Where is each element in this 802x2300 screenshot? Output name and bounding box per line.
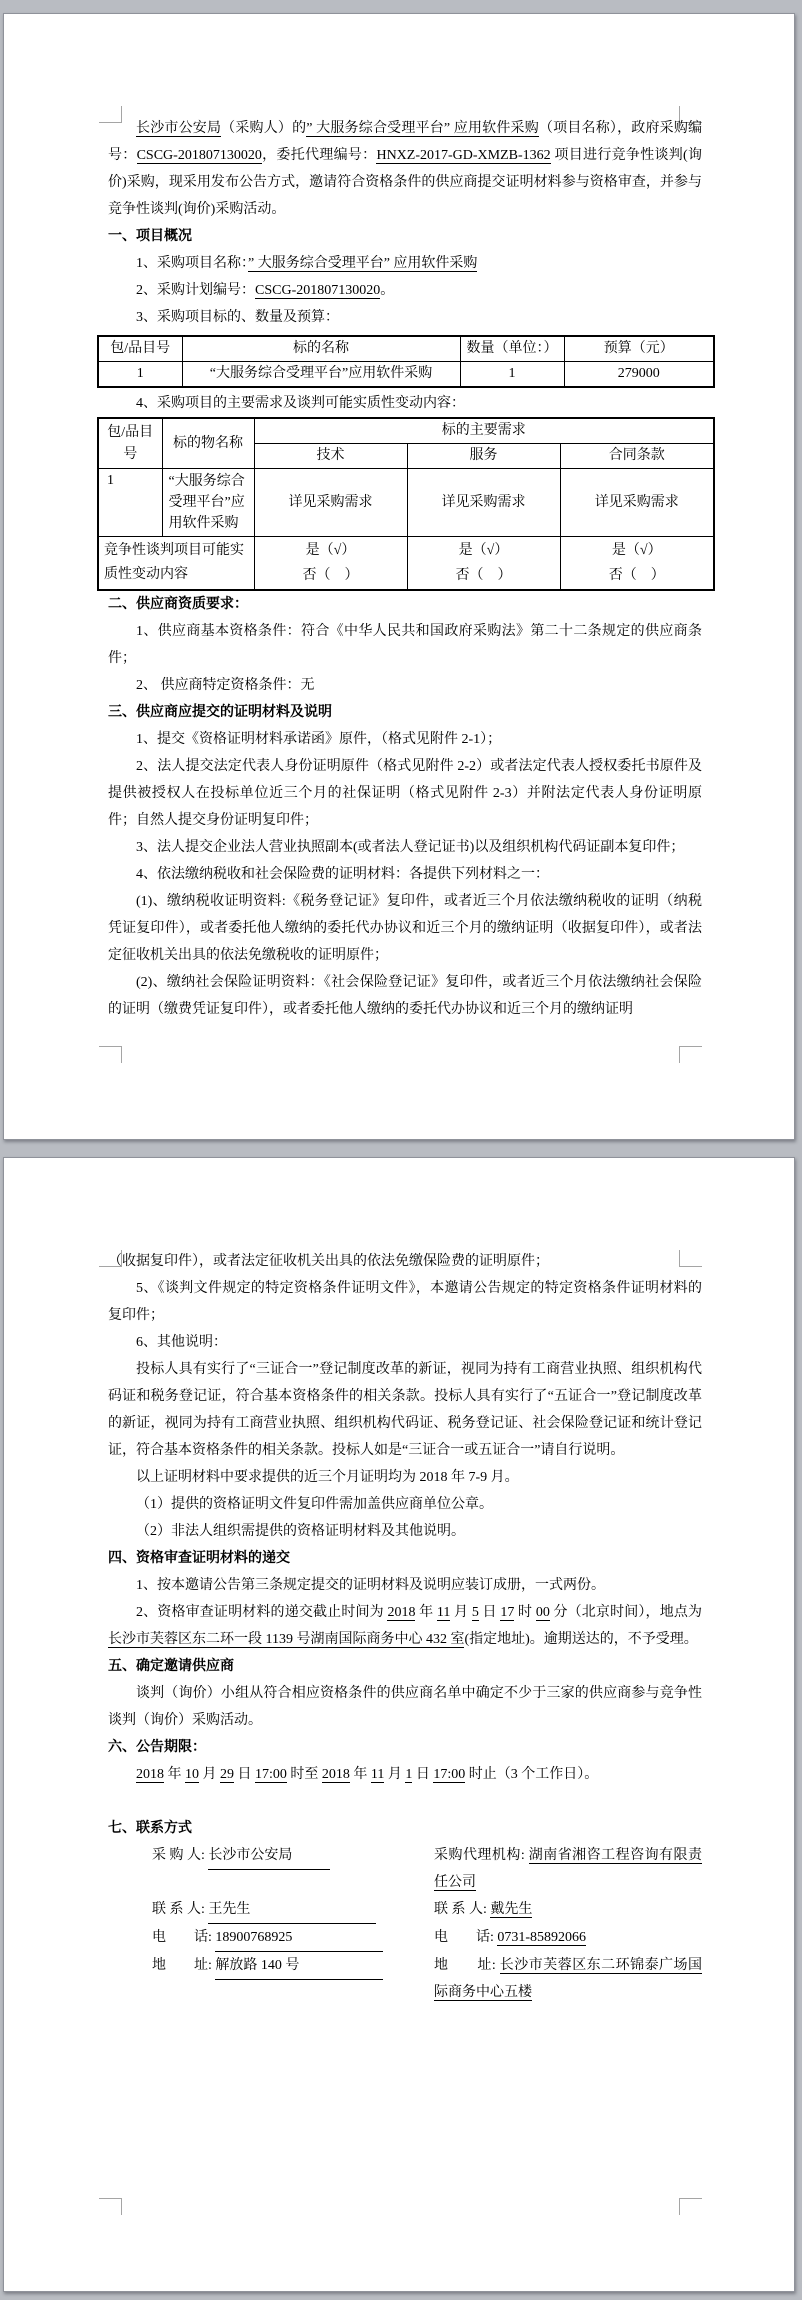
section2-heading: 二、供应商资质要求： bbox=[108, 597, 248, 612]
budget-table-header-row bbox=[98, 336, 714, 362]
section1-item3: 3、采购项目标的、数量及预算： bbox=[136, 310, 339, 325]
section4-item2 bbox=[108, 1599, 702, 1653]
plain-text: 月 bbox=[384, 1767, 406, 1782]
agency-addr-field bbox=[434, 1952, 702, 2006]
plain-text: 月 bbox=[450, 1605, 472, 1620]
buyer-addr-value: 解放路 140 号 bbox=[215, 1952, 383, 1980]
section3-item2: 2、法人提交法定代表人身份证明原件（格式见附件 2-2）或者法定代表人授权委托书原件及提供被授权人在投标单位近三个月的社保证明（格式见附件 2-3）并附法定代表人身份证明原件；自然人提交身份证明复印件； bbox=[108, 759, 702, 828]
buyer-phone-field bbox=[152, 1924, 434, 1952]
agency-contact-label: 联 系 人: bbox=[434, 1902, 487, 1917]
section4-item1: 1、按本邀请公告第三条规定提交的证明材料及说明应装订成册，一式两份。 bbox=[136, 1578, 605, 1593]
variation-service-no: 否（ ） bbox=[455, 568, 512, 583]
agency-phone-value: 0731-85892066 bbox=[497, 1930, 587, 1945]
underlined-text: 2018 bbox=[136, 1767, 164, 1782]
underlined-text: 17:00 bbox=[433, 1767, 466, 1782]
section3-heading: 三、供应商应提交的证明材料及说明 bbox=[108, 705, 332, 720]
budget-header-budget: 预算（元） bbox=[564, 336, 714, 362]
section3-item4-sub1: (1)、缴纳税收证明资料:《税务登记证》复印件，或者近三个月依法缴纳税收的证明（纳税凭证复印件），或者委托他人缴纳的委托代办协议和近三个月的缴纳证明（收据复印件），或者法定征收机关出具的依法免缴税收的证明原件； bbox=[108, 894, 702, 963]
variation-contract-no: 否（ ） bbox=[608, 568, 665, 583]
req-cell-contract: 详见采购需求 bbox=[560, 469, 714, 537]
plain-text: 日 bbox=[412, 1767, 434, 1782]
buyer-contact-field bbox=[152, 1896, 434, 1924]
section4-heading: 四、资格审查证明材料的递交 bbox=[108, 1551, 290, 1566]
buyer-phone-label: 电 话: bbox=[152, 1930, 212, 1945]
buyer-addr-field bbox=[152, 1952, 434, 1980]
section1-item2 bbox=[108, 277, 702, 304]
plain-text: 分（北京时间），地点为 bbox=[549, 1605, 703, 1620]
section3-item1: 1、提交《资格证明材料承诺函》原件，（格式见附件 2-1）； bbox=[136, 732, 502, 747]
requirements-header-row-1 bbox=[98, 418, 714, 444]
budget-header-package: 包/品目号 bbox=[98, 336, 182, 362]
section1-item1 bbox=[108, 250, 702, 277]
variation-label: 竞争性谈判项目可能实质性变动内容 bbox=[98, 537, 254, 591]
agency-value: 湖南省湘咨工程咨询有限责任公司 bbox=[434, 1848, 703, 1890]
agency-label: 采购代理机构: bbox=[434, 1848, 525, 1863]
buyer-label: 采 购 人: bbox=[152, 1848, 205, 1863]
underlined-text: 5 bbox=[471, 1605, 479, 1620]
underlined-text: 2018 bbox=[387, 1605, 416, 1620]
req-header-tech: 技术 bbox=[254, 444, 407, 469]
plain-text: 2、采购计划编号： bbox=[136, 283, 255, 298]
budget-cell-subject: “大服务综合受理平台”应用软件采购 bbox=[182, 362, 460, 388]
agency-contact-field bbox=[434, 1896, 702, 1923]
budget-header-subject: 标的名称 bbox=[182, 336, 460, 362]
requirements-table bbox=[97, 417, 715, 591]
plain-text: 时至 bbox=[286, 1767, 322, 1782]
underlined-text: 00 bbox=[535, 1605, 550, 1620]
contact-row-addresses bbox=[108, 1952, 702, 2006]
section2-item1: 1、供应商基本资格条件：符合《中华人民共和国政府采购法》第二十二条规定的供应商条件； bbox=[108, 624, 702, 666]
agency-phone-field bbox=[434, 1924, 702, 1951]
plain-text: 年 bbox=[164, 1767, 185, 1782]
section3-item4-sub2: (2)、缴纳社会保险证明资料：《社会保险登记证》复印件，或者近三个月依法缴纳社会保险的证明（缴费凭证复印件），或者委托他人缴纳的委托代办协议和近三个月的缴纳证明 bbox=[108, 975, 702, 1017]
section3-item6-n2: （2）非法人组织需提供的资格证明材料及其他说明。 bbox=[136, 1524, 465, 1539]
req-header-contract: 合同条款 bbox=[560, 444, 714, 469]
plain-text: 1、采购项目名称： bbox=[136, 256, 248, 271]
underlined-text: 11 bbox=[436, 1605, 451, 1620]
buyer-field bbox=[152, 1842, 434, 1870]
plain-text: 项目进行竞争性谈判(询价)采购，现采用发布公告方式，邀请符合资格条件的供应商提交证明材料参与资格审查，并参与竞争性谈判(询价)采购活动。 bbox=[108, 148, 703, 217]
budget-cell-budget: 279000 bbox=[564, 362, 714, 388]
agency-contact-value: 戴先生 bbox=[490, 1902, 533, 1917]
req-cell-subject: “大服务综合受理平台”应用软件采购 bbox=[162, 469, 254, 537]
budget-table-data-row bbox=[98, 362, 714, 388]
underlined-text: 29 bbox=[220, 1767, 234, 1782]
req-header-subject: 标的物名称 bbox=[162, 418, 254, 469]
crop-mark-bottom-left bbox=[99, 1046, 122, 1063]
intro-paragraph bbox=[108, 115, 702, 223]
plain-text: 年 bbox=[415, 1605, 437, 1620]
agency-addr-value: 长沙市芙蓉区东二环锦泰广场国际商务中心五楼 bbox=[434, 1958, 703, 2000]
underlined-text: ” 大服务综合受理平台” 应用软件采购 bbox=[306, 121, 539, 136]
req-cell-service: 详见采购需求 bbox=[407, 469, 560, 537]
crop-mark-bottom-right bbox=[679, 1046, 702, 1063]
underlined-text: CSCG-201807130020 bbox=[136, 148, 262, 163]
agency-field bbox=[434, 1842, 702, 1896]
crop-mark-bottom-right bbox=[679, 2198, 702, 2215]
underlined-text: 10 bbox=[185, 1767, 199, 1782]
underlined-text: HNXZ-2017-GD-XMZB-1362 bbox=[376, 148, 551, 163]
agency-addr-label: 地 址: bbox=[434, 1958, 496, 1973]
section7-heading: 七、联系方式 bbox=[108, 1821, 192, 1836]
variation-tech bbox=[254, 537, 407, 591]
buyer-addr-label: 地 址: bbox=[152, 1958, 212, 1973]
variation-contract bbox=[560, 537, 714, 591]
underlined-text: 2018 bbox=[321, 1767, 350, 1782]
plain-text: 2、资格审查证明材料的递交截止时间为 bbox=[136, 1605, 388, 1620]
plain-text: （项目名称），政府采购编号： bbox=[108, 121, 703, 163]
section3-item6-body: 投标人具有实行了“三证合一”登记制度改革的新证，视同为持有工商营业执照、组织机构代码证和税务登记证，符合基本资格条件的相关条款。投标人具有实行了“五证合一”登记制度改革的新证，视同为持有工商营业执照、组织机构代码证、税务登记证、社会保险登记证和统计登记证，符合基本资格条件的相关条款。投标人如是“三证合一或五证合一”请自行说明。 bbox=[108, 1362, 702, 1458]
requirements-variation-row bbox=[98, 537, 714, 591]
section3-item5: 5、《谈判文件规定的特定资格条件证明文件》，本邀请公告规定的特定资格条件证明材料的复印件； bbox=[108, 1281, 702, 1323]
section2-item2: 2、 供应商特定资格条件：无 bbox=[136, 678, 315, 693]
underlined-text: ” 大服务综合受理平台” 应用软件采购 bbox=[248, 256, 478, 271]
plain-text: 年 bbox=[349, 1767, 371, 1782]
underlined-text: 17 bbox=[500, 1605, 515, 1620]
section1-heading: 一、项目概况 bbox=[108, 229, 192, 244]
buyer-phone-value: 18900768925 bbox=[215, 1924, 383, 1952]
section3-item6: 6、其他说明： bbox=[136, 1335, 227, 1350]
section3-item6-n1: （1）提供的资格证明文件复印件需加盖供应商单位公章。 bbox=[136, 1497, 493, 1512]
req-cell-tech: 详见采购需求 bbox=[254, 469, 407, 537]
plain-text: 月 bbox=[199, 1767, 220, 1782]
underlined-text: 长沙市芙蓉区东二环一段 1139 号湖南国际商务中心 432 室 bbox=[108, 1632, 465, 1647]
page-1-content bbox=[104, 115, 703, 1023]
contact-row-entities bbox=[108, 1842, 702, 1896]
crop-mark-bottom-left bbox=[99, 2198, 122, 2215]
section3-item4: 4、依法缴纳税收和社会保险费的证明材料：各提供下列材料之一： bbox=[136, 867, 549, 882]
contact-row-persons bbox=[108, 1896, 702, 1924]
plain-text: 时止（3 个工作日）。 bbox=[465, 1767, 599, 1782]
variation-service-yes: 是（√） bbox=[458, 543, 509, 558]
section5-body: 谈判（询价）小组从符合相应资格条件的供应商名单中确定不少于三家的供应商参与竞争性谈判（询价）采购活动。 bbox=[108, 1686, 702, 1728]
buyer-contact-value: 王先生 bbox=[208, 1896, 376, 1924]
plain-text: (指定地址)。逾期送达的，不予受理。 bbox=[464, 1632, 698, 1647]
underlined-text: 17:00 bbox=[255, 1767, 287, 1782]
req-header-service: 服务 bbox=[407, 444, 560, 469]
req-cell-package: 1 bbox=[98, 469, 162, 537]
underlined-text: 11 bbox=[370, 1767, 385, 1782]
variation-tech-no: 否（ ） bbox=[302, 568, 359, 583]
plain-text: ，委托代理编号： bbox=[261, 148, 377, 163]
continued-line: （收据复印件），或者法定征收机关出具的依法免缴保险费的证明原件； bbox=[108, 1254, 549, 1269]
underlined-text: CSCG-201807130020 bbox=[255, 283, 381, 298]
section3-item3: 3、法人提交企业法人营业执照副本(或者法人登记证书)以及组织机构代码证副本复印件； bbox=[136, 840, 685, 855]
req-header-group: 标的主要需求 bbox=[254, 418, 714, 444]
plain-text: 。 bbox=[380, 283, 395, 298]
budget-table bbox=[97, 335, 715, 388]
agency-phone-label: 电 话: bbox=[434, 1930, 494, 1945]
variation-service bbox=[407, 537, 560, 591]
plain-text: 时 bbox=[514, 1605, 536, 1620]
section6-period bbox=[108, 1761, 702, 1788]
section5-heading: 五、确定邀请供应商 bbox=[108, 1659, 234, 1674]
plain-text: 日 bbox=[234, 1767, 255, 1782]
variation-tech-yes: 是（√） bbox=[305, 543, 356, 558]
budget-cell-quantity: 1 bbox=[460, 362, 564, 388]
buyer-contact-label: 联 系 人: bbox=[152, 1902, 205, 1917]
variation-contract-yes: 是（√） bbox=[611, 543, 662, 558]
underlined-text: 长沙市公安局 bbox=[136, 121, 222, 136]
section3-item6-note: 以上证明材料中要求提供的近三个月证明均为 2018 年 7-9 月。 bbox=[136, 1470, 519, 1485]
requirements-data-row bbox=[98, 469, 714, 537]
page-2 bbox=[3, 1157, 795, 2292]
buyer-value: 长沙市公安局 bbox=[208, 1842, 330, 1870]
page-2-content bbox=[108, 1248, 702, 2006]
page-1 bbox=[3, 13, 795, 1140]
section1-item4: 4、采购项目的主要需求及谈判可能实质性变动内容： bbox=[136, 396, 465, 411]
underlined-text: 1 bbox=[405, 1767, 413, 1782]
budget-header-quantity: 数量（单位：） bbox=[460, 336, 564, 362]
section6-heading: 六、公告期限： bbox=[108, 1740, 206, 1755]
plain-text: 日 bbox=[478, 1605, 501, 1620]
req-header-package: 包/品目号 bbox=[98, 418, 162, 469]
budget-cell-package: 1 bbox=[98, 362, 182, 388]
contact-row-phones bbox=[108, 1924, 702, 1952]
plain-text: （采购人）的 bbox=[221, 121, 307, 136]
